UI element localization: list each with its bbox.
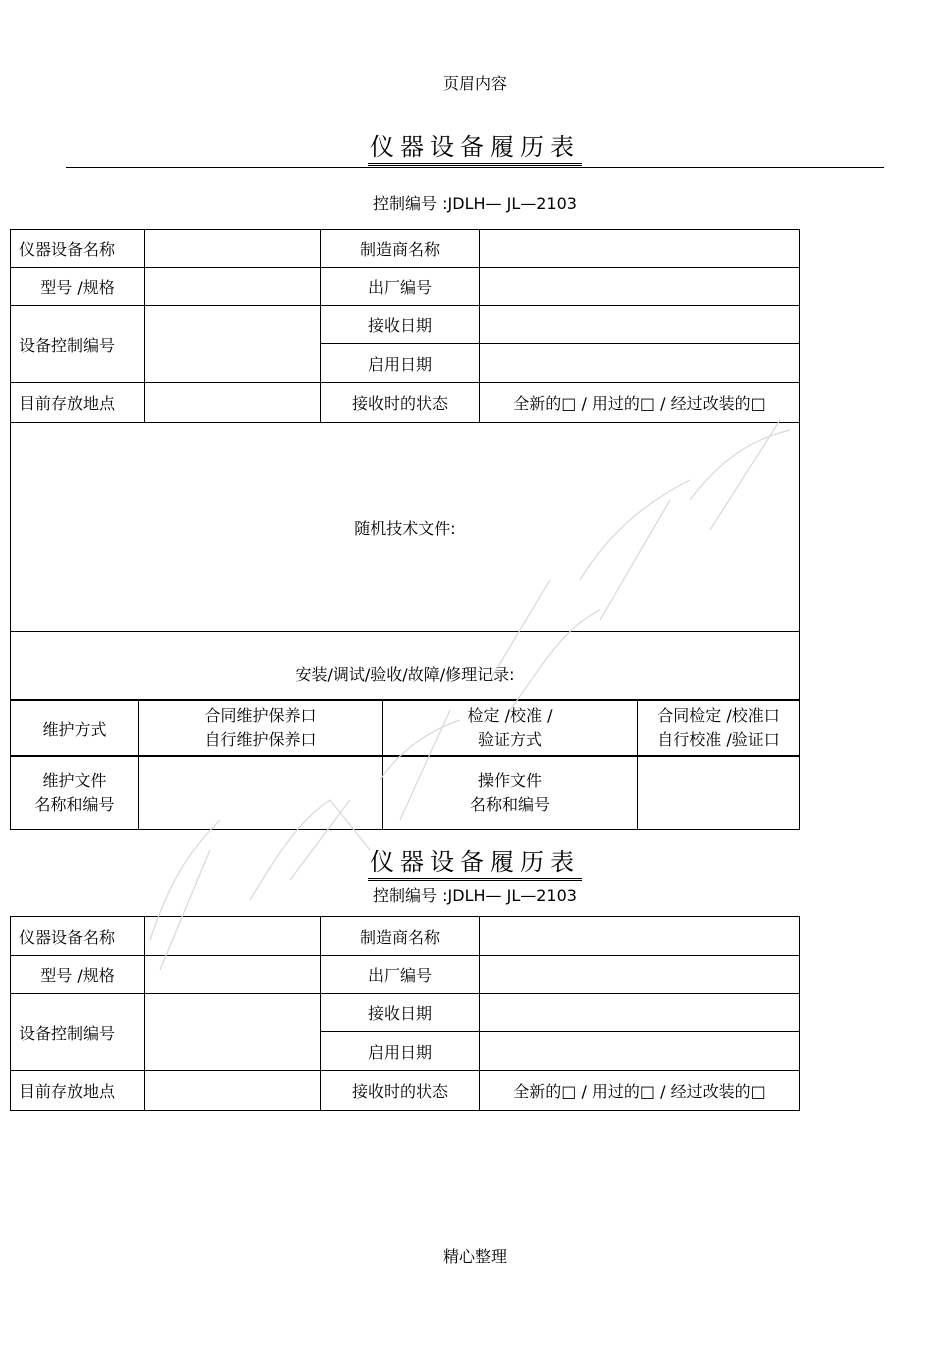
- operation-doc-line2: 名称和编号: [469, 794, 550, 814]
- maintenance-doc-label: [11, 756, 139, 829]
- receive-state-label: 接收时的状态: [321, 1071, 480, 1111]
- table-row: [11, 383, 800, 423]
- table-row: [11, 230, 800, 268]
- device-name-label: 仪器设备名称: [11, 230, 145, 268]
- receive-date-label: 接收日期: [321, 994, 480, 1032]
- start-date-value[interactable]: [480, 1032, 800, 1071]
- maintenance-doc-line1: 维护文件: [42, 770, 107, 790]
- model-label: 型号 /规格: [11, 268, 145, 306]
- table-row: [11, 994, 800, 1032]
- table-row: [11, 1071, 800, 1111]
- verification-label-line1: 检定 /校准 /: [467, 706, 553, 725]
- device-name-label: 仪器设备名称: [11, 917, 145, 956]
- serial-value[interactable]: [480, 268, 800, 306]
- header-divider: [66, 167, 884, 168]
- page-header: 页眉内容: [442, 74, 507, 93]
- serial-value[interactable]: [480, 956, 800, 994]
- table-row: [11, 956, 800, 994]
- serial-label: 出厂编号: [321, 956, 480, 994]
- start-date-label: 启用日期: [321, 344, 480, 383]
- table-row: [11, 756, 800, 829]
- start-date-label: 启用日期: [321, 1032, 480, 1071]
- control-code-value[interactable]: [145, 994, 321, 1071]
- table-row: [11, 268, 800, 306]
- location-value[interactable]: [145, 383, 321, 423]
- verification-method-label: [383, 700, 638, 756]
- page-footer: 精心整理: [442, 1247, 507, 1266]
- equipment-info-table: [10, 916, 800, 1111]
- maintenance-table: [10, 699, 800, 830]
- receive-date-label: 接收日期: [321, 306, 480, 344]
- maintenance-doc-line2: 名称和编号: [34, 794, 115, 814]
- control-code-value[interactable]: [145, 306, 321, 383]
- model-value[interactable]: [145, 956, 321, 994]
- control-code-label: 设备控制编号: [11, 994, 145, 1071]
- receive-date-value[interactable]: [480, 994, 800, 1032]
- records-cell[interactable]: 安装/调试/验收/故障/修理记录:: [11, 632, 800, 700]
- receive-state-options[interactable]: 全新的□ / 用过的□ / 经过改装的□: [480, 1071, 800, 1111]
- maintenance-method-label: 维护方式: [11, 700, 139, 756]
- operation-doc-line1: 操作文件: [477, 770, 542, 790]
- maintenance-method-options[interactable]: [139, 700, 383, 756]
- start-date-value[interactable]: [480, 344, 800, 383]
- manufacturer-value[interactable]: [480, 230, 800, 268]
- maintenance-option-contract[interactable]: 合同维护保养口: [204, 706, 317, 725]
- device-name-value[interactable]: [145, 230, 321, 268]
- form-title-text: 仪器设备履历表: [368, 842, 582, 881]
- location-label: 目前存放地点: [11, 1071, 145, 1111]
- tech-docs-cell[interactable]: 随机技术文件:: [11, 423, 800, 632]
- location-label: 目前存放地点: [11, 383, 145, 423]
- model-label: 型号 /规格: [11, 956, 145, 994]
- receive-state-label: 接收时的状态: [321, 383, 480, 423]
- operation-doc-value[interactable]: [638, 756, 800, 829]
- table-row: [11, 917, 800, 956]
- table-row: [11, 423, 800, 632]
- operation-doc-label: [383, 756, 638, 829]
- model-value[interactable]: [145, 268, 321, 306]
- form-title-text: 仪器设备履历表: [368, 127, 582, 166]
- manufacturer-label: 制造商名称: [321, 230, 480, 268]
- serial-label: 出厂编号: [321, 268, 480, 306]
- verification-label-line2: 验证方式: [477, 730, 542, 749]
- manufacturer-value[interactable]: [480, 917, 800, 956]
- verification-method-options[interactable]: [638, 700, 800, 756]
- maintenance-doc-value[interactable]: [139, 756, 383, 829]
- receive-date-value[interactable]: [480, 306, 800, 344]
- table-row: [11, 700, 800, 756]
- verification-option-contract[interactable]: 合同检定 /校准口: [657, 706, 780, 725]
- table-row: [11, 632, 800, 700]
- form-title: [0, 842, 950, 881]
- device-name-value[interactable]: [145, 917, 321, 956]
- equipment-info-table: [10, 229, 800, 700]
- form-title: [0, 127, 950, 166]
- control-number: 控制编号 :JDLH— JL—2103: [373, 886, 577, 905]
- receive-state-options[interactable]: 全新的□ / 用过的□ / 经过改装的□: [480, 383, 800, 423]
- maintenance-option-self[interactable]: 自行维护保养口: [204, 730, 317, 749]
- control-number: 控制编号 :JDLH— JL—2103: [373, 194, 577, 213]
- location-value[interactable]: [145, 1071, 321, 1111]
- control-code-label: 设备控制编号: [11, 306, 145, 383]
- table-row: [11, 306, 800, 344]
- verification-option-self[interactable]: 自行校准 /验证口: [657, 730, 780, 749]
- manufacturer-label: 制造商名称: [321, 917, 480, 956]
